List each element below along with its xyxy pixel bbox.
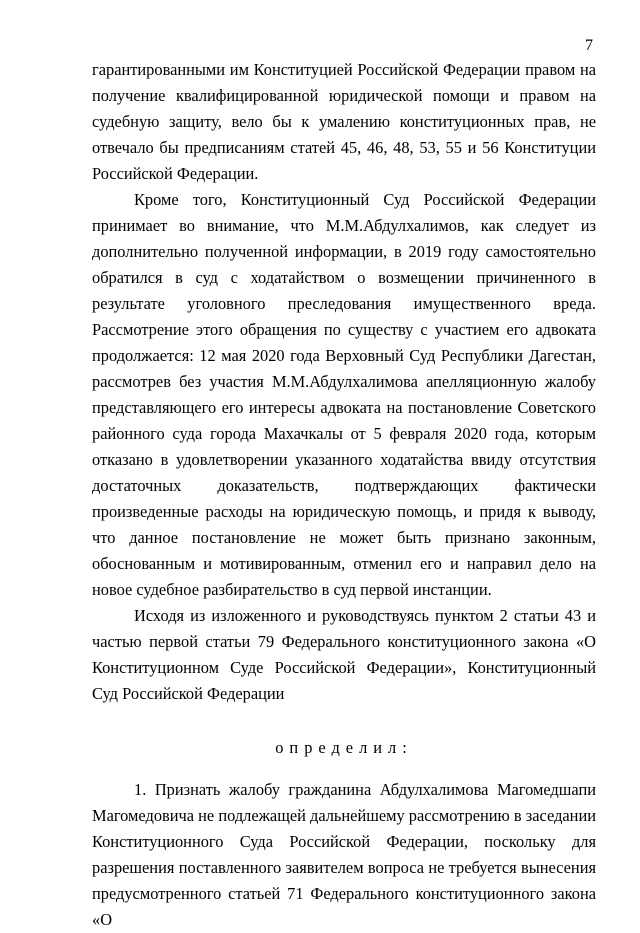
page-number: 7 xyxy=(585,37,593,54)
document-body xyxy=(92,57,596,933)
ruling-item-1: 1. Признать жалобу гражданина Абдулхалимова Магомедшапи Магомедовича не подлежащей дальнейшему рассмотрению в заседании Конституционного Суда Российской Федерации, поскольку для разрешения поставленного заявителем вопроса не требуется вынесения предусмотренного статьей 71 Федерального конституционного закона «О xyxy=(92,780,596,929)
paragraph-additional-info: Кроме того, Конституционный Суд Российской Федерации принимает во внимание, что М.М.Абдулхалимов, как следует из дополнительно полученной информации, в 2019 году самостоятельно обратился в суд с ходатайством о возмещении причиненного в результате уголовного преследования имущественного вреда. Рассмотрение этого обращения по существу с участием его адвоката продолжается: 12 мая 2020 года Верховный Суд Республики Дагестан, рассмотрев без участия М.М.Абдулхалимова апелляционную жалобу представляющего его интересы адвоката на постановление Советского районного суда города Махачкалы от 5 февраля 2020 года, которым отказано в удовлетворении указанного ходатайства ввиду отсутствия достаточных доказательств, подтверждающих фактически произведенные расходы на юридическую помощь, и придя к выводу, что данное постановление не может быть признано законным, обоснованным и мотивированным, отменил его и направил дело на новое судебное разбирательство в суд первой инстанции. xyxy=(92,190,596,599)
ruling-heading: определил: xyxy=(275,738,413,757)
paragraph-continuation: гарантированными им Конституцией Российской Федерации правом на получение квалифицированной юридической помощи и правом на судебную защиту, вело бы к умалению конституционных прав, не отвечало бы предписаниям статей 45, 46, 48, 53, 55 и 56 Конституции Российской Федерации. xyxy=(92,60,596,183)
paragraph-grounds: Исходя из изложенного и руководствуясь пунктом 2 статьи 43 и частью первой статьи 79 Федерального конституционного закона «О Конституционном Суде Российской Федерации», Конституционный Суд Российской Федерации xyxy=(92,606,596,703)
